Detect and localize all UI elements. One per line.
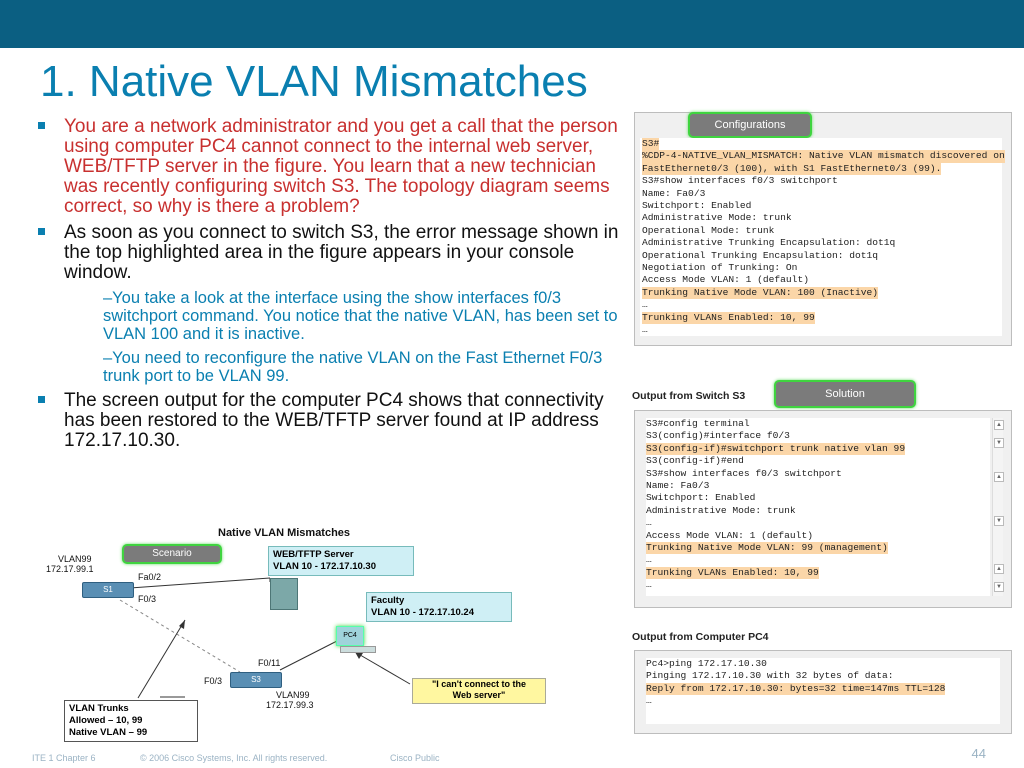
terminal-line-text: …: [642, 324, 648, 336]
terminal-line-text: Access Mode VLAN: 1 (default): [642, 274, 809, 286]
terminal-line-text: S3(config)#interface f0/3: [646, 430, 790, 442]
trunk-legend-box: [64, 700, 198, 742]
s1-label: S1: [103, 585, 113, 594]
server-name: WEB/TFTP Server: [273, 549, 354, 560]
terminal-line-text: Operational Trunking Encapsulation: dot1q: [642, 249, 879, 261]
bullet-marker: [38, 122, 45, 129]
terminal-line-text: Administrative Mode: trunk: [642, 212, 792, 224]
terminal-line: [646, 418, 990, 430]
terminal-line: [642, 312, 1000, 324]
keyboard-icon: [340, 646, 376, 653]
configurations-button[interactable]: Configurations: [688, 112, 812, 138]
switch-s3-icon: [230, 672, 282, 688]
terminal-line: [642, 324, 1000, 336]
terminal-line-text: Pc4>ping 172.17.10.30: [646, 658, 767, 669]
terminal-line: [646, 517, 990, 529]
faculty-vlan: VLAN 10 - 172.17.10.24: [371, 607, 474, 618]
bullet-3: [38, 391, 620, 451]
footer-course: ITE 1 Chapter 6: [32, 753, 96, 763]
switch-s1-icon: [82, 582, 134, 598]
terminal-line: [646, 480, 990, 492]
s1-port-f03: F0/3: [138, 594, 157, 604]
scroll-down-icon[interactable]: ▼: [994, 438, 1004, 448]
top-banner: [0, 0, 1024, 48]
solution-scrollbar[interactable]: [992, 418, 1003, 596]
terminal-line-text: S3#show interfaces f0/3 switchport: [646, 467, 842, 479]
s1-port-fa02: Fa0/2: [138, 572, 162, 582]
bullet-marker: [38, 396, 45, 403]
terminal-line: [642, 138, 1000, 150]
terminal-line-text: …: [646, 517, 652, 529]
terminal-line: [646, 579, 990, 591]
footer-copyright: © 2006 Cisco Systems, Inc. All rights reserved.: [140, 753, 328, 763]
terminal-line-text: …: [646, 695, 652, 707]
terminal-line: [646, 683, 1000, 695]
terminal-line: [646, 455, 990, 467]
sub-bullet-2: –You need to reconfigure the native VLAN on the Fast Ethernet F0/3 trunk port to be VLAN 99.: [103, 349, 603, 385]
terminal-line-text: Trunking Native Mode VLAN: 100 (Inactive): [642, 286, 879, 298]
bullet-1: [38, 117, 620, 217]
server-vlan: VLAN 10 - 172.17.10.30: [273, 561, 376, 572]
terminal-line-text: Trunking VLANs Enabled: 10, 99: [646, 566, 819, 578]
terminal-line: [642, 225, 1000, 237]
terminal-line-text: S3#config terminal: [646, 418, 750, 429]
s3-vlan-label: VLAN99: [276, 690, 310, 700]
terminal-line: [646, 468, 990, 480]
terminal-line-text: Reply from 172.17.10.30: bytes=32 time=147ms TTL=128: [646, 682, 946, 694]
solution-terminal: [646, 418, 990, 596]
terminal-line: [646, 670, 1000, 682]
terminal-line: [646, 554, 990, 566]
scroll-down-icon[interactable]: ▼: [994, 582, 1004, 592]
switch-output-caption: Output from Switch S3: [632, 390, 746, 402]
server-info-box: [268, 546, 414, 576]
bullet-2: [38, 223, 620, 283]
terminal-line-text: Switchport: Enabled: [642, 200, 752, 212]
s3-ip-label: 172.17.99.3: [266, 700, 314, 710]
topology-diagram: [40, 522, 640, 742]
bullet-3-text: The screen output for the computer PC4 shows that connectivity has been restored to the WEB/TFTP server found at IP address 172.17.10.30.: [64, 390, 604, 451]
s3-port-f011: F0/11: [258, 658, 281, 668]
bullet-1-text: You are a network administrator and you get a call that the person using computer PC4 cannot connect to the internal web server, WEB/TFTP server in the figure. You learn that a new technician was recently configuring switch S3. The topology diagram seems correct, so why is there a problem?: [64, 116, 618, 217]
s1-ip-label: 172.17.99.1: [46, 564, 94, 574]
terminal-line-text: S3#show interfaces f0/3 switchport: [642, 175, 838, 187]
scroll-up-icon[interactable]: ▲: [994, 564, 1004, 574]
bullet-marker: [38, 228, 45, 235]
server-icon: [270, 578, 298, 610]
terminal-line: [646, 530, 990, 542]
s3-port-f03: F0/3: [204, 676, 223, 686]
terminal-line-text: Negotiation of Trunking: On: [642, 262, 798, 274]
terminal-line-text: S3(config-if)#switchport trunk native vlan 99: [646, 442, 906, 454]
scroll-up-icon[interactable]: ▲: [994, 420, 1004, 430]
pc4-output-caption: Output from Computer PC4: [632, 631, 769, 643]
terminal-line: [646, 505, 990, 517]
scroll-up-icon[interactable]: ▲: [994, 472, 1004, 482]
terminal-line: [642, 237, 1000, 249]
terminal-line-text: Switchport: Enabled: [646, 492, 756, 504]
s3-label: S3: [251, 675, 261, 684]
terminal-line: [642, 175, 1000, 187]
solution-button[interactable]: Solution: [774, 380, 916, 408]
bullet-2-text: As soon as you connect to switch S3, the error message shown in the top highlighted area in the figure appears in your console window.: [64, 222, 619, 283]
terminal-line: [642, 188, 1000, 200]
slide-title: 1. Native VLAN Mismatches: [40, 57, 588, 106]
terminal-line-text: Trunking Native Mode VLAN: 99 (management): [646, 542, 888, 554]
s1-vlan-label: VLAN99: [58, 554, 92, 564]
terminal-line: [642, 274, 1000, 286]
terminal-line-text: Name: Fa0/3: [642, 187, 706, 199]
quote-line-1: "I can't connect to the: [432, 679, 526, 689]
terminal-line: [646, 658, 1000, 670]
page-number: 44: [971, 746, 986, 761]
terminal-line-text: S3(config-if)#end: [646, 455, 744, 467]
terminal-line-text: Operational Mode: trunk: [642, 224, 775, 236]
terminal-line: [642, 250, 1000, 262]
footer-classification: Cisco Public: [390, 753, 440, 763]
terminal-line: [642, 163, 1000, 175]
terminal-line: [646, 492, 990, 504]
bullet-list: [38, 117, 620, 457]
terminal-line-text: Name: Fa0/3: [646, 480, 710, 492]
scroll-down-icon[interactable]: ▼: [994, 516, 1004, 526]
pc4-label: PC4: [343, 632, 357, 639]
terminal-line: [642, 212, 1000, 224]
quote-line-2: Web server": [452, 690, 506, 700]
faculty-name: Faculty: [371, 595, 405, 606]
terminal-line: [646, 542, 990, 554]
terminal-line: [642, 150, 1005, 162]
terminal-line-text: %CDP-4-NATIVE_VLAN_MISMATCH: Native VLAN mismatch discovered on: [642, 150, 1005, 162]
legend-line-2: Allowed – 10, 99: [69, 715, 143, 726]
faculty-info-box: [366, 592, 512, 622]
pc4-terminal: [646, 658, 1000, 724]
terminal-line-text: Administrative Trunking Encapsulation: dot1q: [642, 237, 896, 249]
terminal-line: [646, 567, 990, 579]
terminal-line: [642, 200, 1000, 212]
terminal-line-text: Access Mode VLAN: 1 (default): [646, 529, 813, 541]
config-terminal: [640, 138, 1005, 336]
terminal-line-text: Pinging 172.17.10.30 with 32 bytes of data:: [646, 670, 894, 682]
terminal-line-text: FastEthernet0/3 (100), with S1 FastEthernet0/3 (99).: [642, 162, 942, 174]
terminal-line-text: …: [646, 554, 652, 566]
scenario-button[interactable]: Scenario: [122, 544, 222, 564]
terminal-line-text: Administrative Mode: trunk: [646, 504, 796, 516]
terminal-line: [642, 287, 1000, 299]
sub-bullet-1: –You take a look at the interface using the show interfaces f0/3 switchport command. You notice that the native VLAN, has been set to VLAN 100 and it is inactive.: [103, 289, 618, 343]
terminal-line-text: …: [646, 579, 652, 591]
terminal-line-text: S3#: [642, 138, 660, 149]
diagram-title: Native VLAN Mismatches: [218, 527, 351, 539]
legend-line-1: VLAN Trunks: [69, 703, 129, 714]
terminal-line-text: …: [642, 299, 648, 311]
terminal-line-text: Trunking VLANs Enabled: 10, 99: [642, 311, 815, 323]
terminal-line: [646, 443, 990, 455]
user-quote-box: [412, 678, 546, 704]
terminal-line: [642, 262, 1000, 274]
pc4-icon: [336, 626, 364, 646]
terminal-line: [646, 430, 990, 442]
terminal-line: [646, 695, 1000, 707]
terminal-line: [642, 299, 1000, 311]
legend-line-3: Native VLAN – 99: [69, 727, 148, 738]
